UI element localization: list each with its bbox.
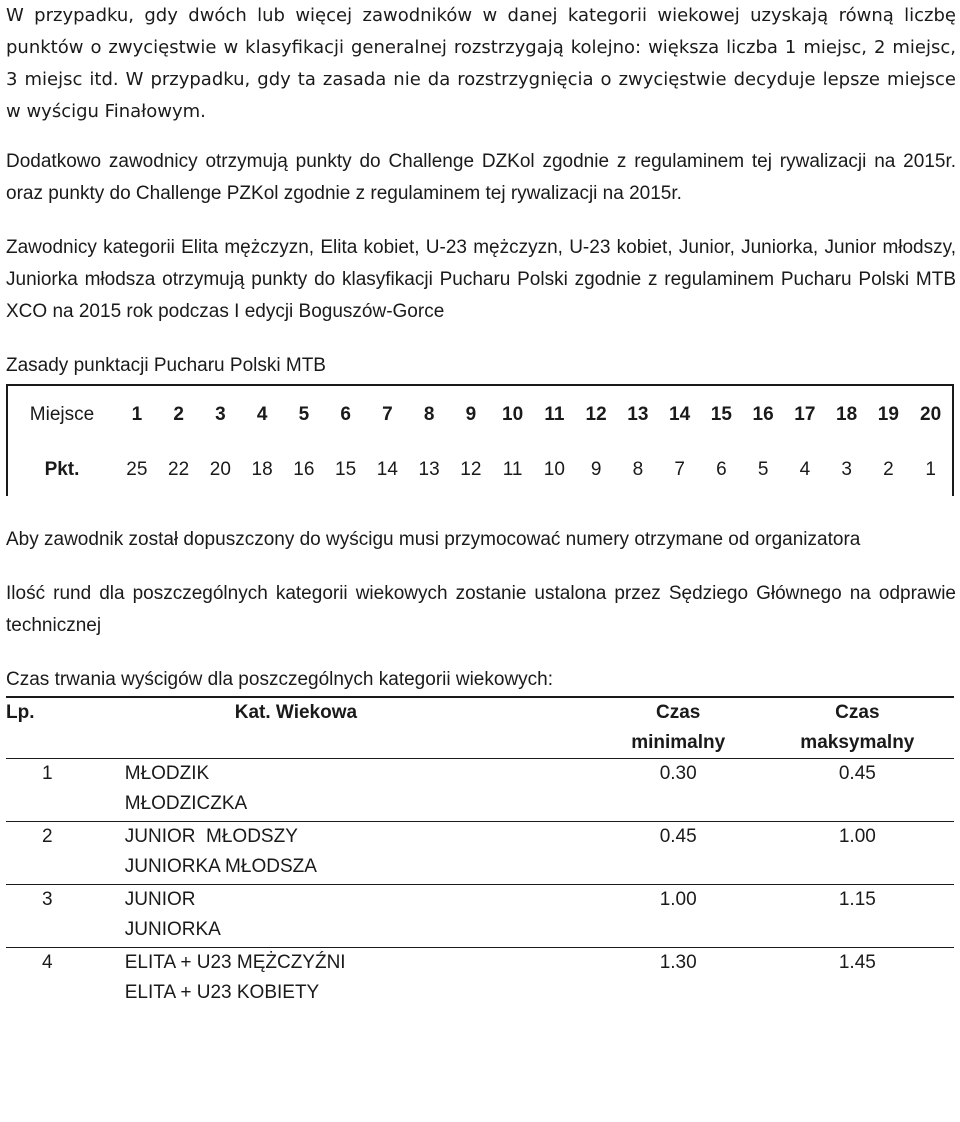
row-category-line2: JUNIORKA MŁODSZA [124,856,317,877]
points-cell: 11 [502,459,523,480]
row-lp: 3 [6,885,125,948]
paragraph-challenge: Dodatkowo zawodnicy otrzymują punkty do Challenge DZKol zgodnie z regulaminem tej rywalizacji na 2015r. oraz punkty do Challenge PZKol zgodnie z regulaminem tej rywalizacji na 2015r. [6,151,956,204]
points-cell: 7 [674,459,685,480]
row-category [125,948,596,1011]
place-cell: 18 [826,385,868,444]
place-cell: 19 [868,385,910,444]
header-min-time [596,697,761,759]
row-category [125,822,596,885]
row-category-line1: JUNIOR MŁODSZY [124,826,298,847]
row-category [125,759,596,822]
points-cell: 6 [716,459,727,480]
row-lp: 4 [6,948,125,1011]
points-table-row-points [7,444,953,496]
row-min-time: 1.30 [596,948,761,1011]
points-cell: 9 [590,459,602,480]
table-row [6,759,954,822]
place-cell: 13 [617,385,659,444]
points-row-label: Pkt. [7,444,116,496]
points-cell: 22 [168,459,190,480]
row-min-time: 1.00 [596,885,761,948]
place-cell: 2 [158,385,200,444]
place-cell: 7 [367,385,409,444]
place-cell: 9 [450,385,492,444]
row-category-line1: MŁODZIK [124,763,210,784]
document-page [6,0,956,1010]
table-row [6,885,954,948]
points-cell: 10 [543,459,565,480]
header-max-line2: maksymalny [800,732,915,753]
place-cell: 12 [575,385,617,444]
header-category: Kat. Wiekowa [125,697,596,759]
points-cell: 4 [799,459,811,480]
points-cell: 15 [335,459,357,480]
points-cell: 1 [909,444,953,496]
place-cell: 16 [742,385,784,444]
points-cell: 8 [632,459,644,480]
row-lp: 1 [6,759,125,822]
times-table-header [6,697,954,759]
row-min-time: 0.30 [596,759,761,822]
header-min-line2: minimalny [631,732,726,753]
place-cell: 1 [116,385,158,444]
row-category-line2: JUNIORKA [124,919,221,940]
points-cell: 16 [293,459,315,480]
place-cell: 20 [909,385,953,444]
row-max-time: 1.45 [761,948,954,1011]
row-max-time: 1.00 [761,822,954,885]
place-cell: 10 [492,385,534,444]
points-table [6,384,954,496]
header-max-line1: Czas [835,702,880,723]
place-cell: 11 [534,385,576,444]
header-min-line1: Czas [656,702,701,723]
paragraph-tiebreak: W przypadku, gdy dwóch lub więcej zawodników w danej kategorii wiekowej uzyskają równą liczbę punktów o zwycięstwie w klasyfikacji generalnej rozstrzygają kolejno: większa liczba 1 miejsc, 2 miejsc, 3 miejsc itd. W przypadku, gdy ta zasada nie da rozstrzygnięcia o zwycięstwie decyduje lepsze miejsce w wyścigu Finałowym. [6,5,956,122]
points-cell: 20 [209,459,231,480]
points-cell: 3 [841,459,852,480]
paragraph-laps: Ilość rund dla poszczególnych kategorii wiekowych zostanie ustalona przez Sędziego Głównego na odprawie technicznej [6,583,956,636]
points-cell: 2 [883,459,894,480]
row-category-line2: ELITA + U23 KOBIETY [124,982,320,1003]
row-max-time: 0.45 [761,759,954,822]
points-cell: 14 [376,459,398,480]
place-cell: 17 [784,385,826,444]
points-cell: 5 [757,459,769,480]
points-cell: 13 [418,459,440,480]
row-category [125,885,596,948]
places-row-label: Miejsce [7,385,116,444]
row-min-time: 0.45 [596,822,761,885]
points-table-row-places [7,385,953,444]
place-cell: 5 [283,385,325,444]
place-cell: 14 [659,385,701,444]
header-lp: Lp. [6,697,125,759]
points-cell: 12 [460,459,482,480]
points-table-title: Zasady punktacji Pucharu Polski MTB [6,355,326,376]
header-max-time [761,697,954,759]
paragraph-categories: Zawodnicy kategorii Elita mężczyzn, Elita kobiet, U-23 mężczyzn, U-23 kobiet, Junior, Juniorka, Junior młodszy, Juniorka młodsza otrzymują punkty do klasyfikacji Pucharu Polski zgodnie z regulaminem Pucharu Polski MTB XCO na 2015 rok podczas I edycji Boguszów-Gorce [6,237,956,322]
row-category-line1: ELITA + U23 MĘŻCZYŹNI [124,952,346,973]
table-row [6,822,954,885]
place-cell: 8 [408,385,450,444]
paragraph-numbers: Aby zawodnik został dopuszczony do wyścigu musi przymocować numery otrzymane od organizatora [6,529,861,550]
row-max-time: 1.15 [761,885,954,948]
points-cell: 18 [251,459,273,480]
row-category-line1: JUNIOR [124,889,196,910]
place-cell: 15 [701,385,743,444]
row-lp: 2 [6,822,125,885]
times-table [6,696,954,1010]
place-cell: 3 [200,385,242,444]
table-row [6,948,954,1011]
times-table-title: Czas trwania wyścigów dla poszczególnych kategorii wiekowych: [6,669,554,690]
place-cell: 4 [241,385,283,444]
row-category-line2: MŁODZICZKA [124,793,248,814]
points-cell: 25 [126,459,148,480]
place-cell: 6 [325,385,367,444]
